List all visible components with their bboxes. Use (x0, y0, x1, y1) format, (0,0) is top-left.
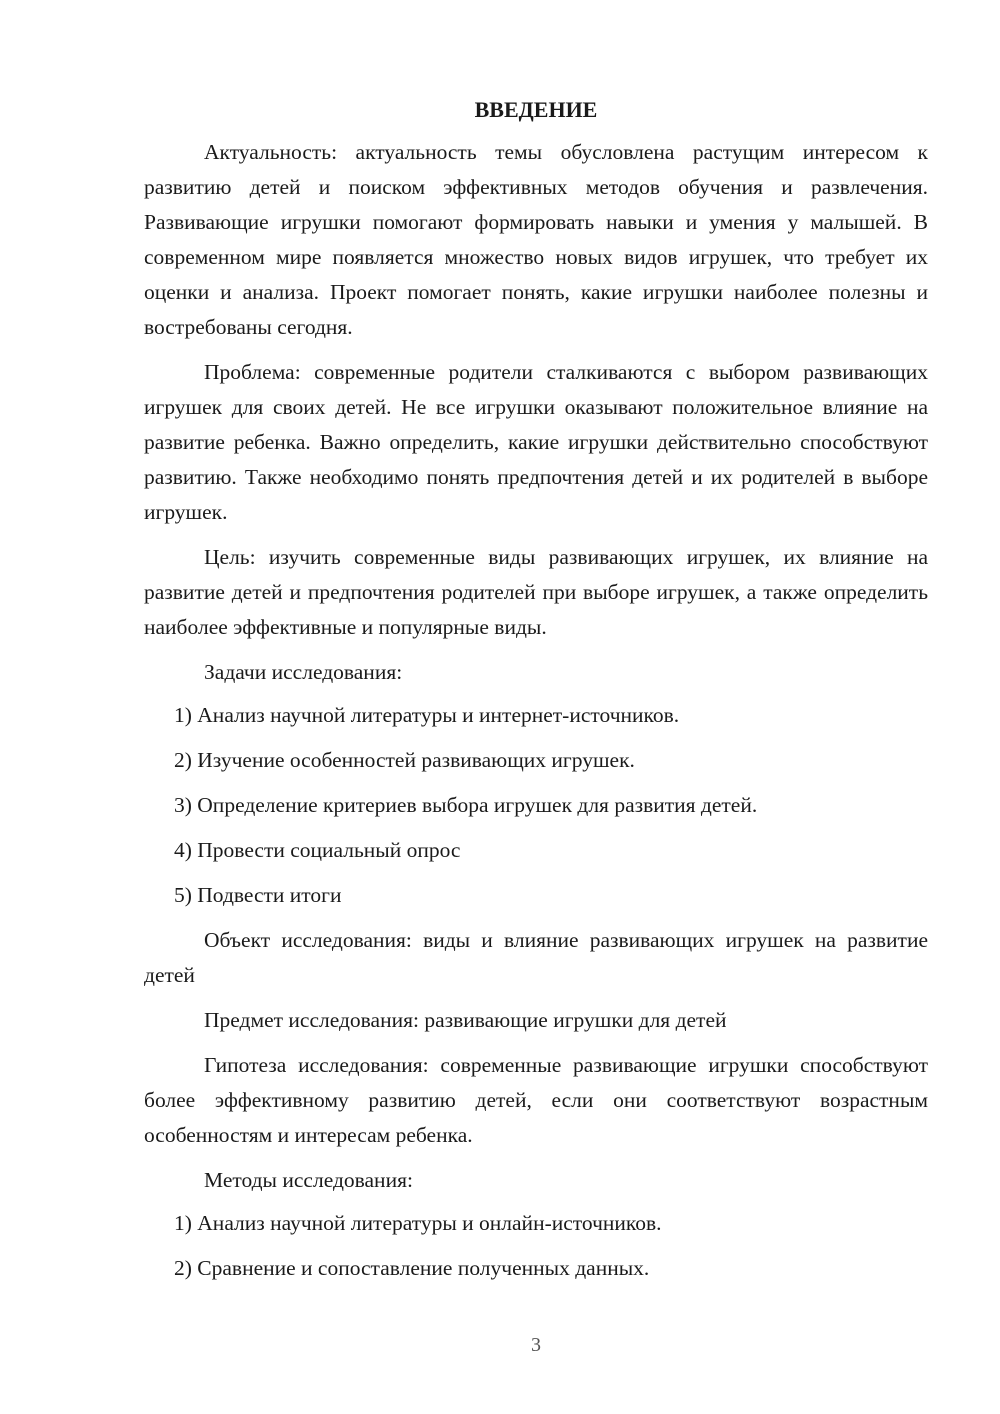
list-item: 2) Сравнение и сопоставление полученных данных. (174, 1256, 650, 1280)
document-page (144, 95, 928, 1296)
list-item: 1) Анализ научной литературы и интернет-источников. (174, 703, 680, 727)
paragraph-relevance: Актуальность: актуальность темы обусловлена растущим интересом к развитию детей и поиском эффективных методов обучения и развлечения. Развивающие игрушки помогают формировать навыки и умения у малышей. В современном мире появляется множество новых видов игрушек, что требует их оценки и анализа. Проект помогает понять, какие игрушки наиболее полезны и востребованы сегодня. (144, 140, 928, 339)
list-item: 3) Определение критериев выбора игрушек для развития детей. (174, 793, 758, 817)
methods-list (144, 1206, 928, 1286)
page-title: ВВЕДЕНИЕ (474, 97, 598, 122)
tasks-list (144, 698, 928, 913)
paragraph-object: Объект исследования: виды и влияние развивающих игрушек на развитие детей (144, 928, 928, 987)
list-item: 5) Подвести итоги (174, 883, 342, 907)
paragraph-problem: Проблема: современные родители сталкиваются с выбором развивающих игрушек для своих детей. Не все игрушки оказывают положительное влияние на развитие ребенка. Важно определить, какие игрушки действительно способствуют развитию. Также необходимо понять предпочтения детей и их родителей в выборе игрушек. (144, 360, 928, 524)
paragraph-goal: Цель: изучить современные виды развивающих игрушек, их влияние на развитие детей и предпочтения родителей при выборе игрушек, а также определить наиболее эффективные и популярные виды. (144, 545, 928, 639)
tasks-heading: Задачи исследования: (204, 660, 403, 684)
list-item: 4) Провести социальный опрос (174, 838, 461, 862)
page-number: 3 (531, 1334, 541, 1356)
list-item: 2) Изучение особенностей развивающих игрушек. (174, 748, 635, 772)
paragraph-subject: Предмет исследования: развивающие игрушки для детей (204, 1008, 727, 1032)
methods-heading: Методы исследования: (204, 1168, 413, 1192)
paragraph-hypothesis: Гипотеза исследования: современные развивающие игрушки способствуют более эффективному развитию детей, если они соответствуют возрастным особенностям и интересам ребенка. (144, 1053, 928, 1147)
list-item: 1) Анализ научной литературы и онлайн-источников. (174, 1211, 662, 1235)
